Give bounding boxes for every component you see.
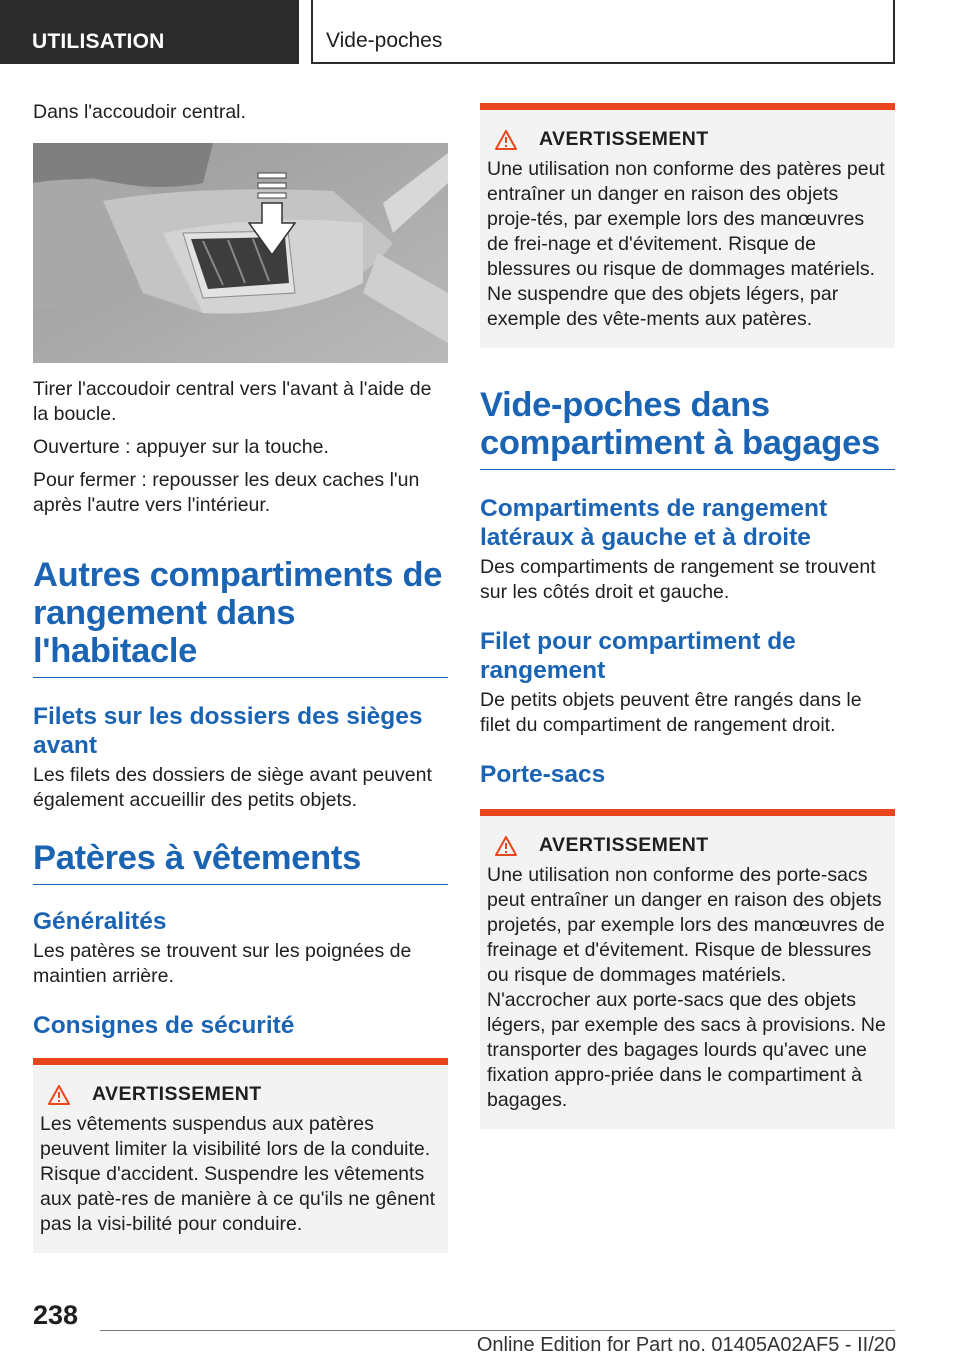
heading-consignes: Consignes de sécurité [33, 1012, 295, 1039]
heading-filets: Filets sur les dossiers des sièges avant [33, 703, 423, 759]
heading-compartiments-lateraux: Compartiments de rangement latéraux à gauche et à droite [480, 495, 828, 551]
close-instruction: Pour fermer : repousser les deux caches l'un après l'autre vers l'intérieur. [33, 469, 420, 516]
edition-text: Online Edition for Part no. 01405A02AF5 - II/20 [476, 1334, 896, 1356]
warning-title: AVERTISSEMENT [539, 834, 709, 856]
header-subsection-title: Vide-poches [311, 0, 895, 64]
warning-triangle-icon [495, 836, 517, 856]
warning-triangle-icon [48, 1085, 70, 1105]
header-section-title: UTILISATION [0, 0, 299, 64]
lateraux-text: Des compartiments de rangement se trouvent sur les côtés droit et gauche. [480, 556, 876, 603]
right-column [480, 103, 895, 1129]
warning-title: AVERTISSEMENT [92, 1083, 262, 1105]
heading-generalites: Généralités [33, 908, 167, 935]
warning-box-projectiles [480, 103, 895, 348]
heading-autres-compartiments: Autres compartiments de rangement dans l'habitacle [33, 556, 448, 678]
footer-divider [100, 1330, 895, 1331]
heading-pateres: Patères à vêtements [33, 839, 448, 885]
heading-vide-poches-bagages: Vide-poches dans compartiment à bagages [480, 386, 895, 470]
warning-box-porte-sacs [480, 809, 895, 1129]
warning-text: Une utilisation non conforme des patères peut entraîner un danger en raison des objets proje-tés, par exemple lors des manœuvres de frei-nage et d'évitement. Risque de blessures ou risque de dommages matériels. Ne suspendre que des objets légers, par exemple des vête-ments aux patères. [487, 158, 885, 330]
intro-text: Dans l'accoudoir central. [33, 101, 246, 123]
warning-title: AVERTISSEMENT [539, 128, 709, 150]
page-number: 238 [33, 1300, 79, 1330]
generalites-text: Les patères se trouvent sur les poignées de maintien arrière. [33, 940, 412, 987]
left-column [33, 100, 448, 1253]
open-instruction: Ouverture : appuyer sur la touche. [33, 436, 329, 458]
filets-text: Les filets des dossiers de siège avant peuvent également accueillir des petits objets. [33, 764, 432, 811]
armrest-illustration [33, 143, 448, 363]
heading-filet-compartiment: Filet pour compartiment de rangement [480, 628, 796, 684]
warning-box-pateres [33, 1058, 448, 1253]
warning-triangle-icon [495, 130, 517, 150]
warning-text: Une utilisation non conforme des porte-sacs peut entraîner un danger en raison des objets projetés, par exemple lors des manœuvres de freinage et d'évitement. Risque de blessures ou risque de dommages matériels. N'accrocher aux porte-sacs que des objets légers, par exemple des sacs à provisions. Ne transporter des bagages lourds qu'avec une fixation appro-priée dans le compartiment à bagages. [487, 864, 886, 1111]
armrest-instruction: Tirer l'accoudoir central vers l'avant à l'aide de la boucle. [33, 378, 432, 425]
heading-porte-sacs: Porte-sacs [480, 761, 606, 788]
warning-text: Les vêtements suspendus aux patères peuvent limiter la visibilité lors de la conduite. Risque d'accident. Suspendre les vêtements aux patè-res de manière à ce qu'ils ne gênent pas la visi-bilité pour conduire. [40, 1113, 436, 1235]
filet-text: De petits objets peuvent être rangés dans le filet du compartiment de rangement droit. [480, 689, 862, 736]
